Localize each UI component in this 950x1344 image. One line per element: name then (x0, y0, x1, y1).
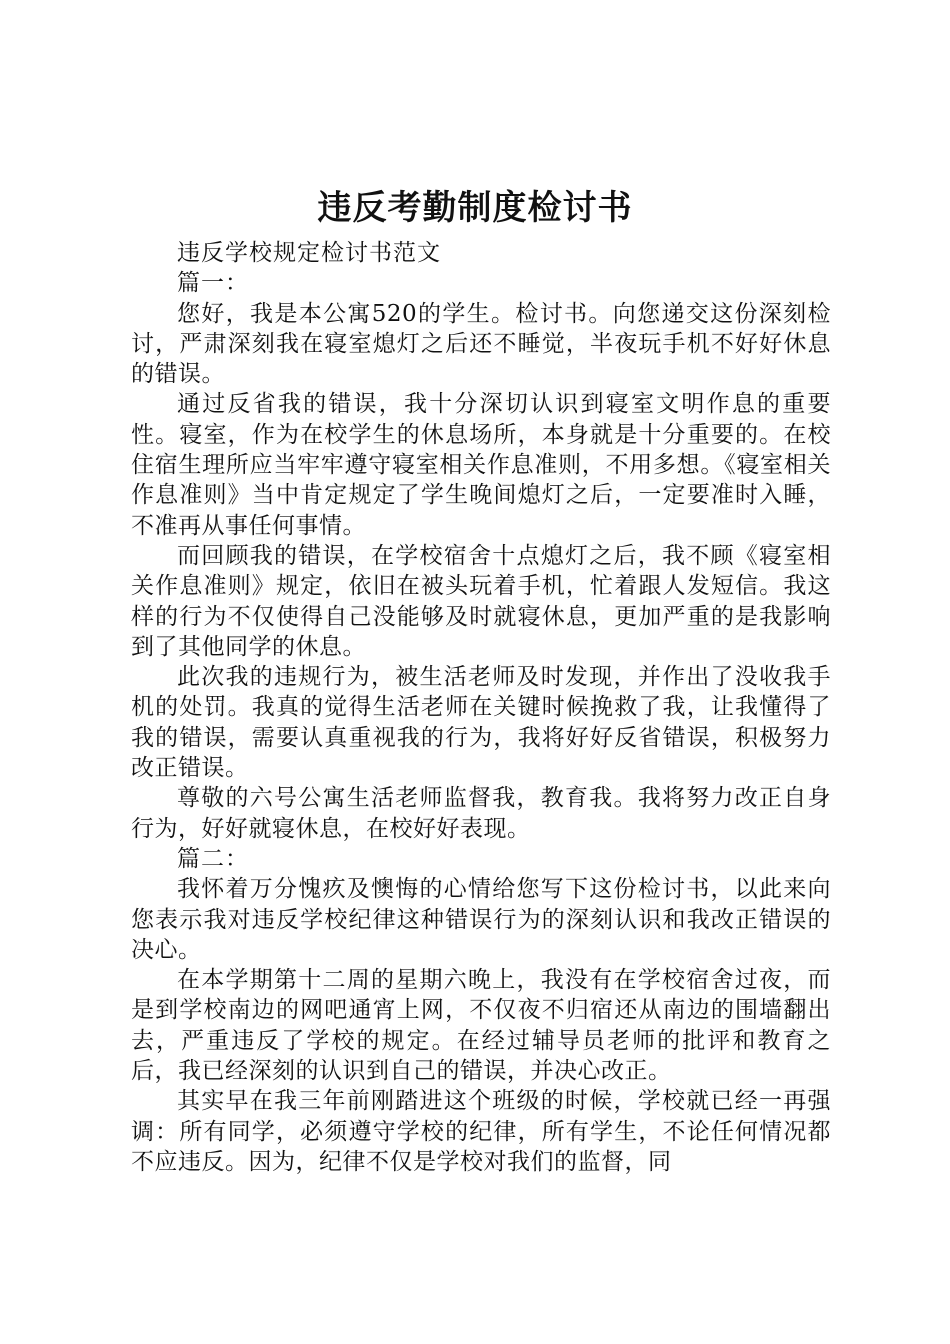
body-paragraph: 您好，我是本公寓520的学生。检讨书。向您递交这份深刻检讨，严肃深刻我在寝室熄灯之后还不睡觉，半夜玩手机不好好休息的错误。 (131, 300, 831, 388)
section-heading-part-two: 篇二： (177, 845, 249, 872)
body-paragraph: 尊敬的六号公寓生活老师监督我，教育我。我将努力改正自身行为，好好就寝休息，在校好好表现。 (131, 785, 831, 842)
document-title: 违反考勤制度检讨书 (317, 188, 633, 228)
body-paragraph: 我怀着万分愧疚及懊悔的心情给您写下这份检讨书，以此来向您表示我对违反学校纪律这种错误行为的深刻认识和我改正错误的决心。 (131, 876, 831, 963)
document-body (131, 238, 831, 1177)
section-heading-part-one: 篇一： (177, 270, 249, 297)
subtitle-paragraph: 违反学校规定检讨书范文 (177, 240, 441, 266)
body-paragraph: 其实早在我三年前刚踏进这个班级的时候，学校就已经一再强调：所有同学，必须遵守学校的纪律，所有学生，不论任何情况都不应违反。因为，纪律不仅是学校对我们的监督，同 (131, 1088, 831, 1175)
body-paragraph: 通过反省我的错误，我十分深切认识到寝室文明作息的重要性。寝室，作为在校学生的休息场所，本身就是十分重要的。在校住宿生理所应当牢牢遵守寝室相关作息准则，不用多想。《寝室相关作息准则》当中肯定规定了学生晚间熄灯之后，一定要准时入睡，不准再从事任何事情。 (131, 391, 831, 539)
body-paragraph: 而回顾我的错误，在学校宿舍十点熄灯之后，我不顾《寝室相关作息准则》规定，依旧在被头玩着手机，忙着跟人发短信。我这样的行为不仅使得自己没能够及时就寝休息，更加严重的是我影响到了其他同学的休息。 (131, 542, 831, 660)
body-paragraph: 在本学期第十二周的星期六晚上，我没有在学校宿舍过夜，而是到学校南边的网吧通宵上网，不仅夜不归宿还从南边的围墙翻出去，严重违反了学校的规定。在经过辅导员老师的批评和教育之后，我已经深刻的认识到自己的错误，并决心改正。 (131, 967, 831, 1085)
body-paragraph: 此次我的违规行为，被生活老师及时发现，并作出了没收我手机的处罚。我真的觉得生活老师在关键时候挽救了我，让我懂得了我的错误，需要认真重视我的行为，我将好好反省错误，积极努力改正错误。 (131, 664, 831, 782)
